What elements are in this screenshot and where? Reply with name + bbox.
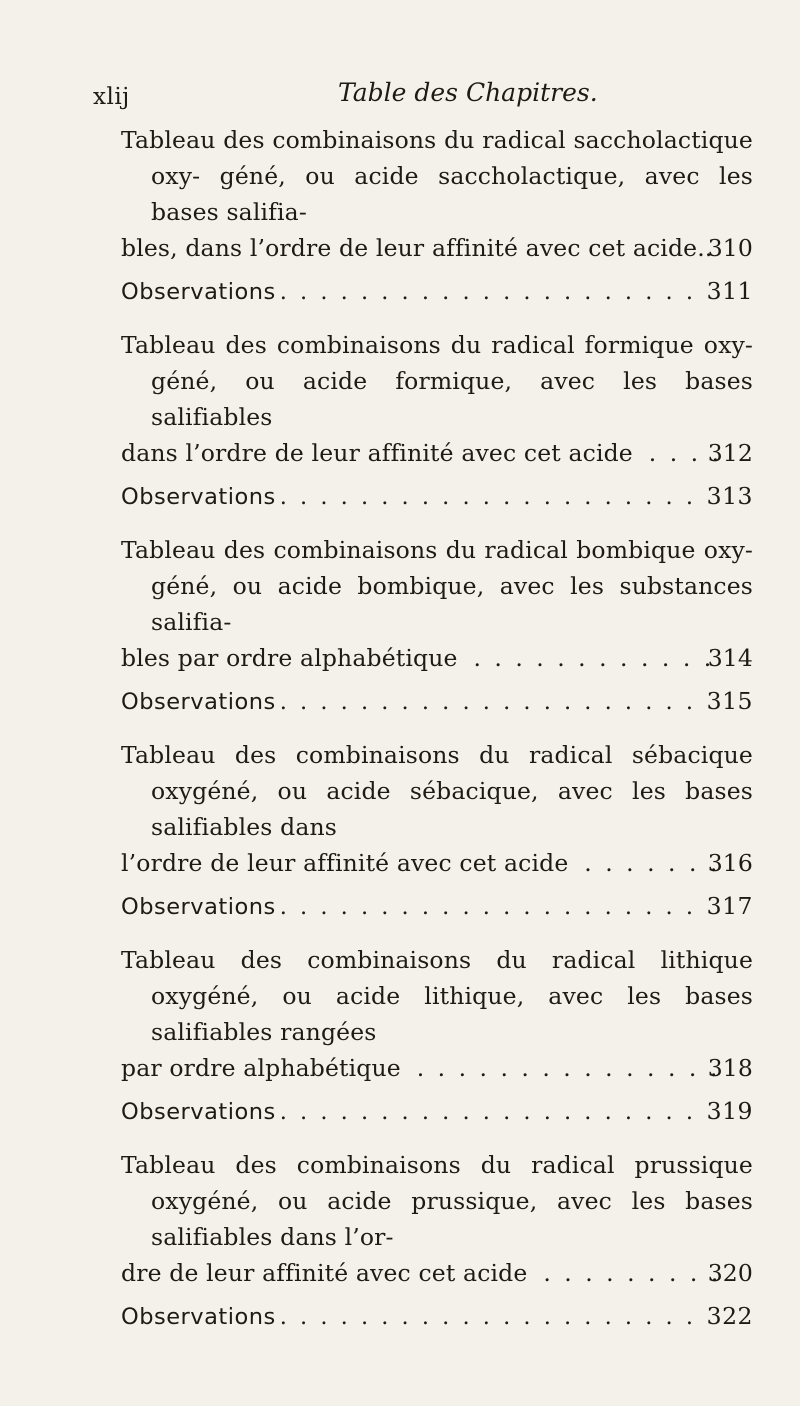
entry-title-line: Tableau des combinaisons du radical prussique oxygéné, [121, 1151, 753, 1215]
observations-entry [121, 889, 753, 924]
toc-entry [121, 737, 753, 881]
page-number: 320 [707, 1259, 753, 1287]
page-number: 314 [707, 644, 753, 672]
entry-title-line: Tableau des combinaisons du radical sébacique oxygéné, [121, 741, 753, 805]
page-number: 315 [706, 687, 753, 715]
observations-entry [121, 684, 753, 719]
entry-title [121, 1147, 753, 1291]
dot-leader [280, 480, 703, 514]
page-header [93, 78, 733, 118]
dot-leader [280, 1300, 703, 1334]
entry-title-line: ou acide lithique, avec les bases salifiables rangées [151, 982, 754, 1046]
dot-leader [280, 890, 703, 924]
page-number: 313 [706, 482, 753, 510]
toc-entry [121, 942, 753, 1086]
entry-title [121, 532, 753, 676]
entry-title [121, 942, 753, 1086]
entry-last-line [121, 435, 753, 471]
page-number: 311 [706, 277, 753, 305]
dot-leader [280, 275, 703, 309]
observations-label: Observations [121, 1099, 276, 1125]
page-number: 318 [707, 1054, 753, 1082]
entry-title-line: Tableau des combinaisons du radical saccholactique oxy- [121, 126, 753, 190]
folio-number: xlij [93, 84, 130, 110]
entry-title-line: géné, ou acide bombique, avec les substances salifia- [151, 572, 753, 636]
entry-title-end: dans l’ordre de leur affinité avec cet acide [121, 439, 633, 467]
entry-last-line [121, 845, 753, 881]
entry-title-line: géné, ou acide saccholactique, avec les bases salifia- [151, 162, 753, 226]
entry-title-end: bles, dans l’ordre de leur affinité avec cet acide.. [121, 234, 713, 262]
entry-last-line [121, 640, 753, 676]
entry-title [121, 327, 753, 471]
toc-entry [121, 327, 753, 471]
observations-entry [121, 274, 753, 309]
observations-label: Observations [121, 484, 276, 510]
dot-leader [280, 685, 703, 719]
toc-entry [121, 1147, 753, 1291]
page-number: 317 [706, 892, 753, 920]
entry-last-line [121, 1255, 753, 1291]
entry-title-end: par ordre alphabétique [121, 1054, 401, 1082]
dot-leader [531, 1255, 719, 1291]
entry-title-line: ou acide sébacique, avec les bases salifiables dans [151, 777, 753, 841]
entry-title-line: Tableau des combinaisons du radical formique oxy- [121, 331, 753, 359]
dot-leader [637, 435, 719, 471]
entry-title [121, 737, 753, 881]
entry-title-end: bles par ordre alphabétique [121, 644, 458, 672]
entry-title-line: géné, ou acide formique, avec les bases salifiables [151, 367, 753, 431]
entry-last-line [121, 230, 753, 266]
dot-leader [405, 1050, 719, 1086]
page-number: 312 [707, 439, 753, 467]
observations-entry [121, 1299, 753, 1334]
observations-label: Observations [121, 1304, 276, 1330]
observations-entry [121, 479, 753, 514]
table-of-contents [0, 122, 800, 1352]
entry-title-end: dre de leur affinité avec cet acide [121, 1259, 528, 1287]
entry-title-line: Tableau des combinaisons du radical lithique oxygéné, [121, 946, 753, 1010]
entry-title-line: Tableau des combinaisons du radical bombique oxy- [121, 536, 753, 564]
observations-label: Observations [121, 689, 276, 715]
page-number: 322 [706, 1302, 753, 1330]
observations-label: Observations [121, 279, 276, 305]
page-number: 316 [707, 849, 753, 877]
toc-entry [121, 122, 753, 266]
page-number: 310 [707, 234, 753, 262]
entry-title-end: l’ordre de leur affinité avec cet acide [121, 849, 569, 877]
observations-entry [121, 1094, 753, 1129]
entry-title [121, 122, 753, 266]
running-title: Table des Chapitres. [338, 78, 598, 107]
dot-leader [462, 640, 719, 676]
dot-leader [280, 1095, 703, 1129]
toc-entry [121, 532, 753, 676]
page-number: 319 [706, 1097, 753, 1125]
entry-last-line [121, 1050, 753, 1086]
entry-title-line: ou acide prussique, avec les bases salifiables dans l’or- [151, 1187, 753, 1251]
observations-label: Observations [121, 894, 276, 920]
dot-leader [572, 845, 719, 881]
